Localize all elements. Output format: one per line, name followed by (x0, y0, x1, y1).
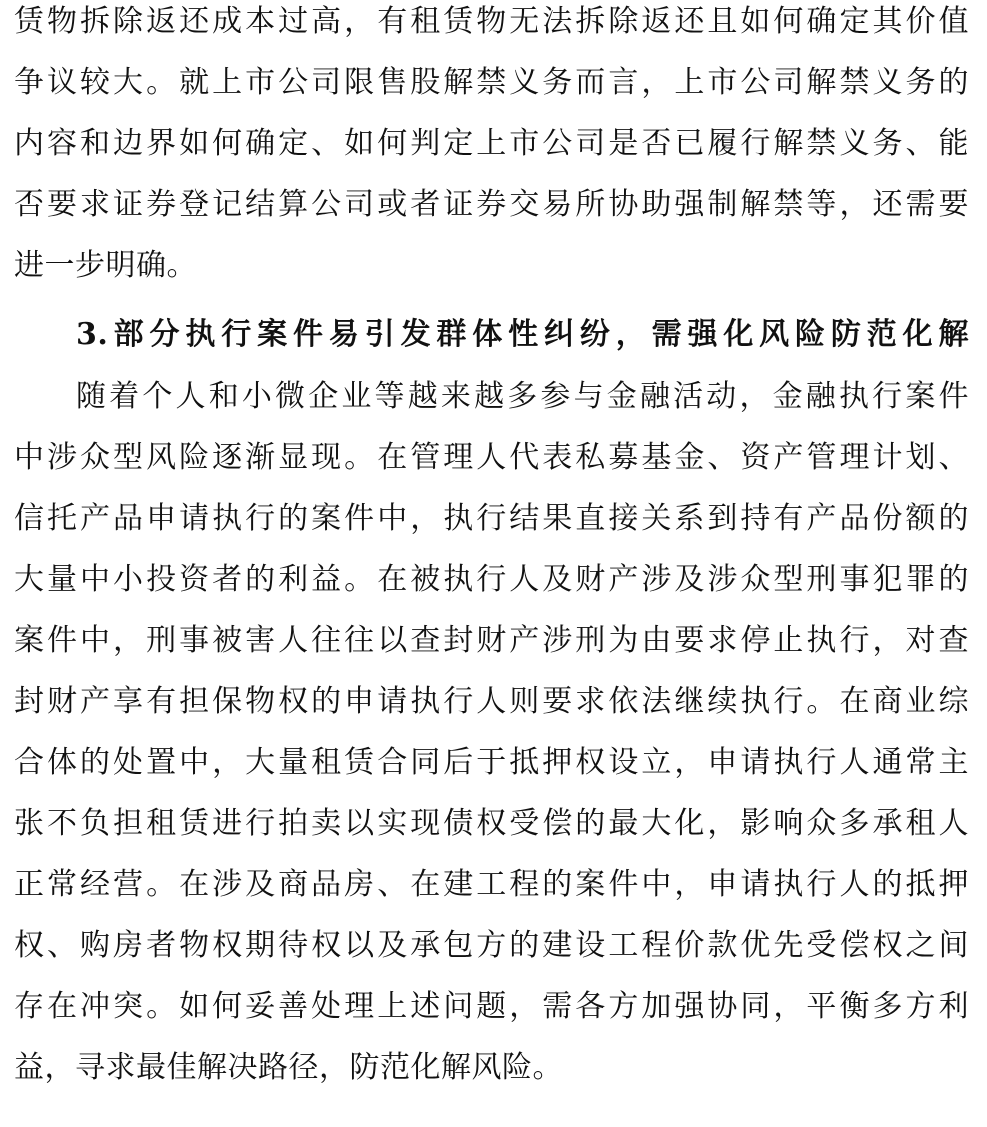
paragraph-2-line-1: 随着个人和小微企业等越来越多参与金融活动，金融执行案件 (76, 379, 969, 414)
paragraph-2-line-4: 大量中小投资者的利益。在被执行人及财产涉及涉众型刑事犯罪的 (14, 562, 969, 597)
paragraph-2-line-11: 存在冲突。如何妥善处理上述问题，需各方加强协同，平衡多方利 (14, 989, 969, 1024)
paragraph-2-line-3: 信托产品申请执行的案件中，执行结果直接关系到持有产品份额的 (14, 501, 969, 536)
paragraph-1-line-3: 内容和边界如何确定、如何判定上市公司是否已履行解禁义务、能 (14, 126, 969, 161)
paragraph-1-line-2: 争议较大。就上市公司限售股解禁义务而言，上市公司解禁义务的 (14, 65, 969, 100)
paragraph-2-line-7: 合体的处置中，大量租赁合同后于抵押权设立，申请执行人通常主 (14, 745, 969, 780)
paragraph-2-line-9: 正常经营。在涉及商品房、在建工程的案件中，申请执行人的抵押 (14, 867, 969, 902)
section-heading: 3.部分执行案件易引发群体性纠纷，需强化风险防范化解 (76, 317, 969, 352)
paragraph-2-line-8: 张不负担租赁进行拍卖以实现债权受偿的最大化，影响众多承租人 (14, 806, 969, 841)
paragraph-1-line-5: 进一步明确。 (14, 248, 197, 283)
paragraph-2-line-2: 中涉众型风险逐渐显现。在管理人代表私募基金、资产管理计划、 (14, 440, 969, 475)
paragraph-1-line-1: 赁物拆除返还成本过高，有租赁物无法拆除返还且如何确定其价值 (14, 4, 969, 39)
paragraph-2-line-10: 权、购房者物权期待权以及承包方的建设工程价款优先受偿权之间 (14, 928, 969, 963)
paragraph-2-line-6: 封财产享有担保物权的申请执行人则要求依法继续执行。在商业综 (14, 684, 969, 719)
paragraph-2-line-12: 益，寻求最佳解决路径，防范化解风险。 (14, 1050, 563, 1085)
paragraph-2-line-5: 案件中，刑事被害人往往以查封财产涉刑为由要求停止执行，对查 (14, 623, 969, 658)
paragraph-1-line-4: 否要求证券登记结算公司或者证券交易所协助强制解禁等，还需要 (14, 187, 969, 222)
